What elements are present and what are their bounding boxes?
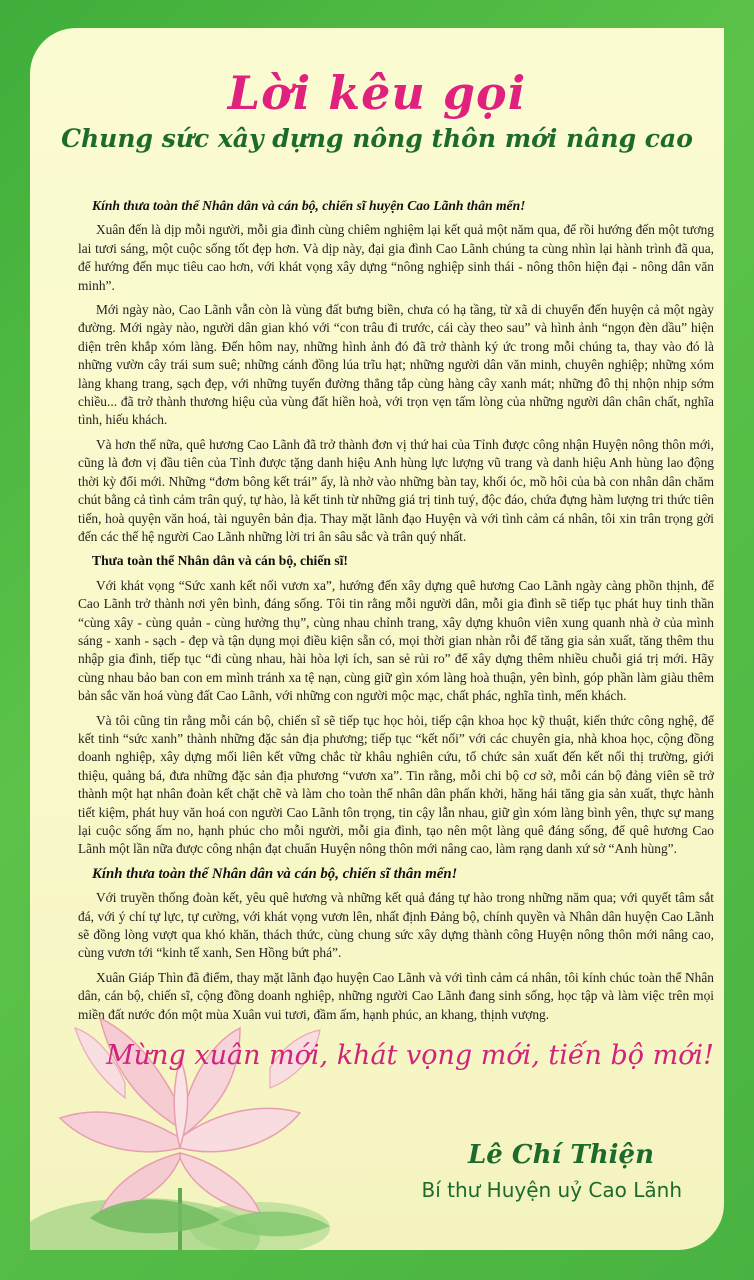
page-subtitle: Chung sức xây dựng nông thôn mới nâng cao — [61, 124, 693, 153]
greeting-heading: Thưa toàn thể Nhân dân và cán bộ, chiến sĩ! — [92, 553, 348, 569]
letter-panel — [30, 28, 724, 1250]
page-title: Lời kêu gọi — [227, 66, 527, 120]
paragraph: Và tôi cũng tin rằng mỗi cán bộ, chiến sĩ sẽ tiếp tục học hỏi, tiếp cận khoa học kỹ thuật, kiến thức công nghệ, để kết tinh “sức xanh” thành những đặc sản địa phương; tiếp tục “kết nối” với các chuyên gia, nhà khoa học, cộng đồng doanh nghiệp, xây dựng mối liên kết vững chắc từ khâu nghiên cứu, tổ chức sản xuất đến kết nối thị trường, giới thiệu, quảng bá, đưa những đặc sản địa phương “vươn xa”. Tin rằng, mỗi chi bộ cơ sở, mỗi cán bộ đảng viên sẽ trở thành một hạt nhân đoàn kết chặt chẽ và làm cho toàn thể nhân dân phấn khởi, hăng hái tăng gia sản xuất, thực hành tiết kiệm, phát huy văn hoá con người Cao Lãnh tôn trọng, tin cậy lẫn nhau, giữ gìn xóm làng bình yên, thực sự mang lại cuộc sống ấm no, hạnh phúc cho mỗi người, mỗi gia đình, tạo nên một làng quê đáng sống, để quê hương Cao Lãnh một lần nữa được công nhận đạt chuẩn Huyện nông thôn mới nâng cao, làm rạng danh xứ sở “Anh hùng”. — [78, 712, 714, 857]
paragraph: Và hơn thế nữa, quê hương Cao Lãnh đã trở thành đơn vị thứ hai của Tỉnh được công nhận Huyện nông thôn mới, cũng là đơn vị đầu tiên của Tỉnh được tặng danh hiệu Anh hùng lực lượng vũ trang và danh hiệu Anh hùng lao động thời kỳ đổi mới. Những “đơm bông kết trái” ấy, là nhờ vào những bàn tay, khối óc, mồ hôi của bà con nhân dân chăm chút bằng cả tình cảm trân quý, tự hào, là kết tinh từ những giá trị tinh tuý, độc đáo, chứa đựng hàm lượng tri thức tiên tiến, hoà quyện văn hoá, tài nguyên bản địa. Thay mặt lãnh đạo Huyện và với tình cảm cá nhân, tôi xin trân trọng gởi đến các thế hệ người Cao Lãnh những lời tri ân sâu sắc và trân quý nhất. — [78, 436, 714, 544]
signature-title: Bí thư Huyện uỷ Cao Lãnh — [421, 1178, 682, 1202]
greeting-heading: Kính thưa toàn thể Nhân dân và cán bộ, chiến sĩ thân mến! — [92, 865, 458, 882]
paragraph: Với khát vọng “Sức xanh kết nối vươn xa”, hướng đến xây dựng quê hương Cao Lãnh ngày càng phồn thịnh, để Cao Lãnh trở thành nơi yên bình, đáng sống. Tôi tin rằng mỗi người dân, mỗi gia đình sẽ tiếp tục phát huy tinh thần “cùng xây - cùng quản - cùng hưởng thụ”, cùng nhau chỉnh trang, xây dựng khuôn viên xung quanh nhà ở của mình sáng - xanh - sạch - đẹp và tận dụng mọi điều kiện sẵn có, mọi thời gian nhàn rỗi để tăng gia sản xuất, tăng thêm thu nhập gia đình, tiếp tục “đi cùng nhau, hài hòa lợi ích, san sẻ rủi ro” để xây dựng thêm nhiều chuỗi giá trị mới. Hãy cùng nhau bảo ban con em mình tránh xa tệ nạn, cùng giữ gìn xóm làng hoà thuận, yên bình, góp phần làm giàu thêm bản sắc văn hoá vùng đất Cao Lãnh, với những con người mộc mạc, chất phác, nghĩa tình, mến khách. — [78, 577, 714, 704]
signature-name: Lê Chí Thiện — [468, 1140, 654, 1170]
paragraph: Xuân đến là dịp mỗi người, mỗi gia đình cùng chiêm nghiệm lại kết quả một năm qua, để rồi hướng đến một tương lai tươi sáng, một cuộc sống tốt đẹp hơn. Và dịp này, đại gia đình Cao Lãnh chúng ta cùng nhìn lại hành trình đã qua, để hướng đến mục tiêu cao hơn, với khát vọng xây dựng “nông nghiệp sinh thái - nông thôn hiện đại - nông dân văn minh”. — [78, 222, 714, 293]
paragraph: Xuân Giáp Thìn đã điểm, thay mặt lãnh đạo huyện Cao Lãnh và với tình cảm cá nhân, tôi kính chúc toàn thể Nhân dân, cán bộ, chiến sĩ, cộng đồng doanh nghiệp, những người Cao Lãnh đang sinh sống, học tập và làm việc trên mọi miền đất nước đón một mùa Xuân vui tươi, đầm ấm, hạnh phúc, an khang, thịnh vượng. — [78, 969, 714, 1022]
paragraph: Mới ngày nào, Cao Lãnh vẫn còn là vùng đất bưng biền, chưa có hạ tầng, từ xã di chuyển đến huyện cả một ngày đường. Mới ngày nào, người dân gian khó với “con trâu đi trước, cái cày theo sau” và hình ảnh “ngọn đèn dầu” hiện diện trên khắp xóm làng. Đến hôm nay, những hình ảnh đó đã trở thành ký ức trong mỗi chúng ta, thay vào đó là những vườn cây trái sum suê; những cánh đồng lúa trĩu hạt; những người dân văn minh, chuyên nghiệp; những xóm làng khang trang, sạch đẹp, với những tuyến đường thẳng tắp cùng hàng cây xanh mát; những đô thị nhộn nhịp sớm chiều... đã trở thành thương hiệu của vùng đất hiền hoà, với trọn vẹn tấm lòng của những người dân chân chất, nghĩa tình, hiếu khách. — [78, 302, 714, 428]
lotus-flower-illustration — [30, 988, 360, 1250]
closing-slogan: Mừng xuân mới, khát vọng mới, tiến bộ mới! — [106, 1040, 714, 1071]
greeting-heading: Kính thưa toàn thể Nhân dân và cán bộ, chiến sĩ huyện Cao Lãnh thân mến! — [92, 198, 526, 213]
letter-body — [78, 191, 714, 1030]
paragraph: Với truyền thống đoàn kết, yêu quê hương và những kết quả đáng tự hào trong những năm qua; với quyết tâm sắt đá, với ý chí tự lực, tự cường, với khát vọng vươn lên, nhất định Đảng bộ, chính quyền và Nhân dân huyện Cao Lãnh sẽ đồng lòng vượt qua khó khăn, thách thức, cùng chung sức xây dựng thành công Huyện nông thôn mới nâng cao, cùng vươn tới “kinh tế xanh, Sen Hồng bứt phá”. — [78, 890, 714, 961]
